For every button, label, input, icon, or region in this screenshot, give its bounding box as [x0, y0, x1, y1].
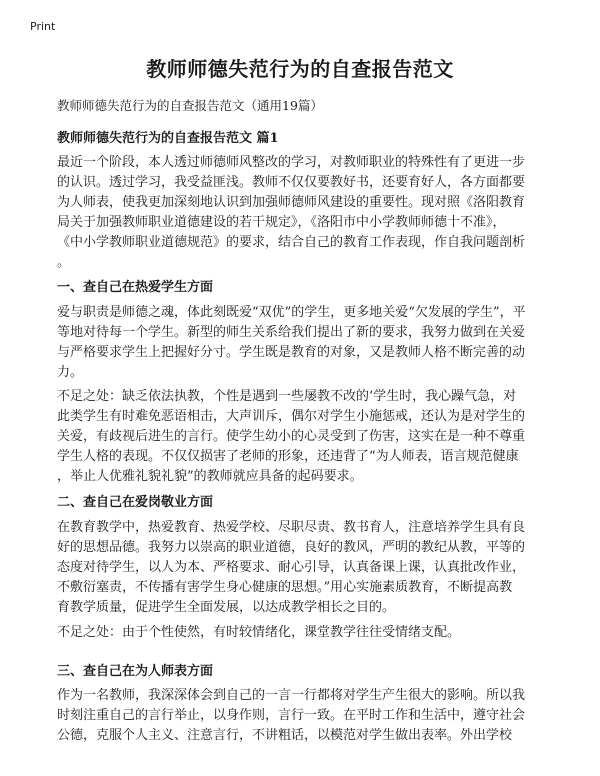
text-line: 《中小学教师职业道德规范》的要求，结合自己的教育工作表现，作自我问题剖析	[57, 235, 526, 250]
section2-paragraph-2	[57, 623, 549, 643]
section-heading-1: 一、查自己在热爱学生方面	[57, 280, 214, 295]
text-line: 育教学质量，促进学生全面发展，以达成教学相长之目的。	[57, 600, 396, 615]
text-line: 关爱，有歧视后进生的言行。使学生幼小的心灵受到了伤害，这实在是一种不尊重	[57, 429, 526, 444]
section3-paragraph-1	[57, 686, 549, 746]
print-link[interactable]: Print	[30, 20, 56, 33]
page-title: 教师师德失范行为的自查报告范文	[146, 57, 454, 81]
text-line: 为人师表，使我更加深刻地认识到加强师德师风建设的重要性。现对照《洛阳教育	[57, 195, 526, 210]
text-line: 公德，克服个人主义、注意言行，不讲粗话，以模范对学生做出表率。外出学校	[57, 728, 513, 743]
text-line: 好的思想品德。我努力以崇高的职业道德，良好的教风，严明的教纪从教，平等的	[57, 540, 526, 555]
text-line: 力。	[57, 365, 84, 380]
section2-paragraph-1	[57, 518, 549, 618]
text-line: 不足之处：缺乏依法执教，个性是遇到一些屡教不改的‘学生时，我心躁气急，对	[57, 389, 517, 404]
text-line: 与严格要求学生上把握好分寸。学生既是教育的对象，又是教师人格不断完善的动	[57, 345, 526, 360]
intro-paragraph	[57, 153, 549, 273]
article-heading: 教师师德失范行为的自查报告范文 篇1	[57, 131, 279, 146]
text-line: 不敷衍塞责，不传播有害学生身心健康的思想。”用心实施素质教育，不断提高教	[57, 580, 513, 595]
text-line: 时刻注重自己的言行举止，以身作则，言行一致。在平时工作和生活中，遵守社会	[57, 708, 526, 723]
text-line: 。	[57, 255, 71, 270]
text-line: ，举止人优雅礼貌礼貌”的教师就应具备的起码要求。	[57, 469, 363, 484]
text-line: 最近一个阶段，本人透过师德师风整改的学习，对教师职业的特殊性有了更进一步	[57, 155, 526, 170]
section-heading-3: 三、查自己在为人师表方面	[57, 664, 214, 679]
text-line: 等地对待每一个学生。新型的师生关系给我们提出了新的要求，我努力做到在关爱	[57, 325, 526, 340]
text-line: 作为一名教师，我深深体会到自己的一言一行都将对学生产生很大的影响。所以我	[57, 688, 526, 703]
text-line: 爱与职责是师德之魂，体此刻既爱“双优”的学生，更多地关爱“欠发展的学生”，平	[57, 305, 526, 320]
text-line: 此类学生有时难免恶语相击，大声训斥，偶尔对学生小施惩戒，还认为是对学生的	[57, 409, 526, 424]
text-line: 学生人格的表现。不仅仅损害了老师的形象，还违背了“为人师表，语言规范健康	[57, 449, 519, 464]
section1-paragraph-1	[57, 303, 549, 383]
text-line: 的认识。透过学习，我受益匪浅。教师不仅仅要教好书，还要育好人，各方面都要	[57, 175, 526, 190]
document-subtitle: 教师师德失范行为的自查报告范文（通用19篇）	[57, 98, 323, 113]
text-line: 在教育教学中，热爱教育、热爱学校、尽职尽责、教书育人，注意培养学生具有良	[57, 520, 526, 535]
section1-paragraph-2	[57, 387, 549, 487]
section-heading-2: 二、查自己在爱岗敬业方面	[57, 495, 214, 510]
text-line: 态度对待学生，以人为本、严格要求、耐心引导，认真备课上课，认真批改作业，	[57, 560, 526, 575]
text-line: 不足之处：由于个性使然，有时较情绪化，课堂教学往往受情绪支配。	[57, 625, 461, 640]
text-line: 局关于加强教师职业道德建设的若干规定》，《洛阳市中小学教师师德十不准》，	[57, 215, 506, 230]
